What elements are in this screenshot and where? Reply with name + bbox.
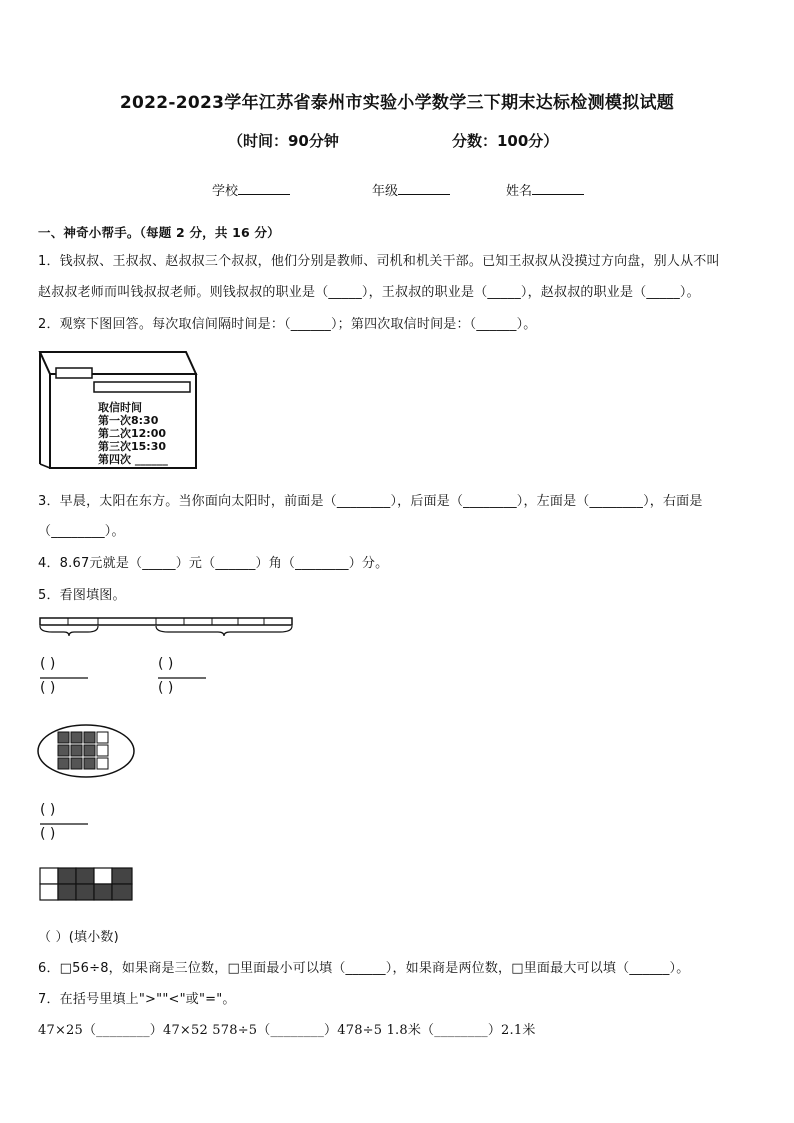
grade-blank[interactable]: [398, 182, 450, 195]
question-4: 4．8.67元就是（_____）元（______）角（________）分。: [38, 556, 389, 571]
score-label: 分数：100分）: [452, 132, 559, 150]
mailbox-row-2: 第二次12:00: [98, 427, 167, 440]
question-5: 5．看图填图。: [38, 588, 126, 603]
question-6: 6．□56÷8，如果商是三位数，□里面最小可以填（______），如果商是两位数，□里面最大可以填（______）。: [38, 961, 690, 976]
name-label: 姓名: [506, 184, 533, 199]
fraction-3-denominator[interactable]: ( ): [40, 826, 56, 842]
school-field[interactable]: [212, 180, 290, 199]
question-1-line-2: 赵叔叔老师而叫钱叔叔老师。则钱叔叔的职业是（_____），王叔叔的职业是（_____），赵叔叔的职业是（_____）。: [38, 285, 700, 300]
question-7: 7．在括号里填上">""<"或"="。: [38, 992, 236, 1007]
fraction-3-numerator[interactable]: ( ): [40, 802, 56, 818]
shaded-grid-figure: [38, 866, 138, 904]
name-field[interactable]: [506, 180, 584, 199]
mailbox-heading: 取信时间: [98, 401, 142, 414]
question-1-line-1: 1．钱叔叔、王叔叔、赵叔叔三个叔叔，他们分别是教师、司机和机关干部。已知王叔叔从没摸过方向盘，别人从不叫: [38, 254, 720, 269]
mailbox-row-3: 第三次15:30: [98, 440, 167, 453]
ellipse-squares-figure: [36, 722, 138, 780]
question-2: 2．观察下图回答。每次取信间隔时间是：（______）；第四次取信时间是：（______）。: [38, 317, 537, 332]
page-title: 2022-2023学年江苏省泰州市实验小学数学三下期末达标检测模拟试题: [119, 93, 675, 113]
fraction-1-denominator[interactable]: ( ): [40, 680, 56, 696]
fraction-1-numerator[interactable]: ( ): [40, 656, 56, 672]
mailbox-row-4: 第四次 ______: [98, 453, 168, 466]
time-label: （时间：90分钟: [228, 132, 339, 150]
question-7-items: 47×25（________）47×52 578÷5（________）478÷5 1.8米（________）2.1米: [38, 1023, 536, 1038]
question-3-line-1: 3．早晨，太阳在东方。当你面向太阳时，前面是（________），后面是（________），左面是（________），右面是: [38, 494, 703, 509]
name-blank[interactable]: [532, 182, 584, 195]
school-label: 学校: [212, 184, 239, 199]
mailbox-row-1: 第一次8:30: [98, 414, 159, 427]
question-5-decimal: （ ）(填小数): [38, 930, 119, 945]
fraction-2-denominator[interactable]: ( ): [158, 680, 174, 696]
school-blank[interactable]: [238, 182, 290, 195]
grade-label: 年级: [372, 184, 399, 199]
question-3-line-2: （________）。: [38, 524, 125, 539]
grade-field[interactable]: [372, 180, 450, 199]
segment-bar-figure: [38, 614, 298, 638]
section-heading: 一、神奇小帮手。（每题 2 分，共 16 分）: [38, 225, 280, 240]
fraction-2-numerator[interactable]: ( ): [158, 656, 174, 672]
